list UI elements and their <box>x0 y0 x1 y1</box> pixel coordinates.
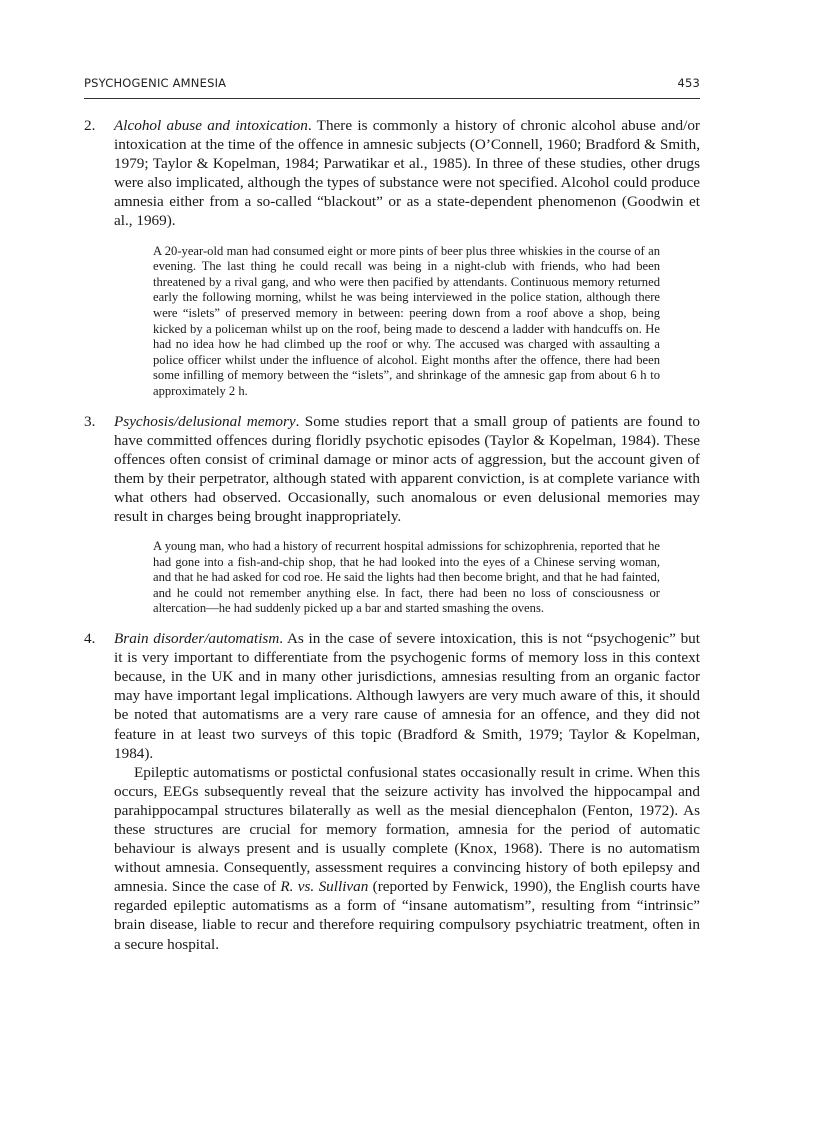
running-title: PSYCHOGENIC AMNESIA <box>84 76 227 90</box>
item-number: 4. <box>84 630 96 648</box>
paragraph-text: (reported by Fenwick, 1990), the English courts have regarded epileptic automatisms as a form of “insane automatism”, resulting from “intrinsic” brain disease, liable to recur and therefore requiring compulsory psychiatric treatment, often in a secure hospital. <box>114 878 701 953</box>
item-text: . As in the case of severe intoxication, this is not “psychogenic” but it is very important to differentiate from the psychogenic forms of memory loss in this context because, in the UK and in many other jurisdictions, amnesias resulting from an organic factor may have important legal implications. Although lawyers are very much aware of this, it should be noted that automatisms are a very rare cause of amnesia for an offence, and they did not feature in at least two surveys of this topic (Bradford & Smith, 1979; Taylor & Kopelman, 1984). <box>114 630 700 762</box>
item-paragraph <box>114 412 700 527</box>
item-paragraph <box>114 116 700 231</box>
item-text: . There is commonly a history of chronic alcohol abuse and/or intoxication at the time of the offence in amnesic subjects (O’Connell, 1960; Bradford & Smith, 1979; Taylor & Kopelman, 1984; Parwatikar et al., 1985). In three of these studies, other drugs were also implicated, although the types of substance were not specified. Alcohol could produce amnesia either from a so-called “blackout” or as a state-dependent phenomenon (Goodwin et al., 1969). <box>114 117 700 230</box>
running-header <box>84 76 700 94</box>
paragraph-text: Epileptic automatisms or postictal confusional states occasionally result in crime. When this occurs, EEGs subsequently reveal that the seizure activity has involved the hippocampal and parahippocampal structures bilaterally as well as the mesial diencephalon (Fenton, 1972). As these structures are crucial for memory formation, amnesia for the period of automatic behaviour is always present and is usually complete (Knox, 1968). There is no automatism without amnesia. Consequently, assessment requires a convincing history of both epilepsy and amnesia. Since the case of <box>114 763 700 896</box>
item-text: . Some studies report that a small group of patients are found to have committed offences during floridly psychotic episodes (Taylor & Kopelman, 1984). These offences often consist of criminal damage or minor acts of aggression, but the account given of them by their perpetrator, although stated with apparent conviction, is at complete variance with what others had observed. Occasionally, such anomalous or even delusional memories may result in charges being brought inappropriately. <box>114 412 700 525</box>
item-number: 2. <box>84 117 96 134</box>
list-item-alcohol <box>84 116 700 231</box>
page-number: 453 <box>677 76 700 90</box>
item-title: Psychosis/delusional memory <box>114 412 296 430</box>
case-citation: R. vs. Sullivan <box>280 878 369 896</box>
item-title: Alcohol abuse and intoxication <box>114 117 308 134</box>
item-number: 3. <box>84 412 96 430</box>
case-vignette: A 20-year-old man had consumed eight or more pints of beer plus three whiskies in the course of an evening. The last thing he could recall was being in a night-club with friends, who had been threatened by a rival gang, and who were then pacified by attendants. Continuous memory returned early the following morning, whilst he was being interviewed in the police station, although there were “islets” of preserved memory in between: peering down from a roof above a shop, being kicked by a policeman whilst up on the roof, being made to descend a ladder with handcuffs on. He had no idea how he had climbed up the roof or why. The accused was charged with assaulting a police officer whilst under the influence of alcohol. Eight months after the offence, there had been some infilling of memory between the “islets”, and shrinkage of the amnesic gap from about 6 h to approximately 2 h. <box>153 243 660 398</box>
case-vignette: A young man, who had a history of recurrent hospital admissions for schizophrenia, reported that he had gone into a fish-and-chip shop, that he had looked into the eyes of a Chinese serving woman, and that he had asked for cod roe. He said the lights had then become bright, and that he had fainted, and he could not remember anything else. In fact, there had been no loss of consciousness or altercation—he had suddenly picked up a bar and started smashing the ovens. <box>153 539 660 616</box>
item-title: Brain disorder/automatism <box>114 630 280 648</box>
item-paragraph <box>114 629 700 763</box>
document-page <box>84 76 700 954</box>
list-item-psychosis <box>84 412 700 527</box>
header-rule <box>84 98 700 99</box>
list-item-brain-disorder <box>84 629 700 954</box>
item-paragraph-2 <box>114 763 700 954</box>
